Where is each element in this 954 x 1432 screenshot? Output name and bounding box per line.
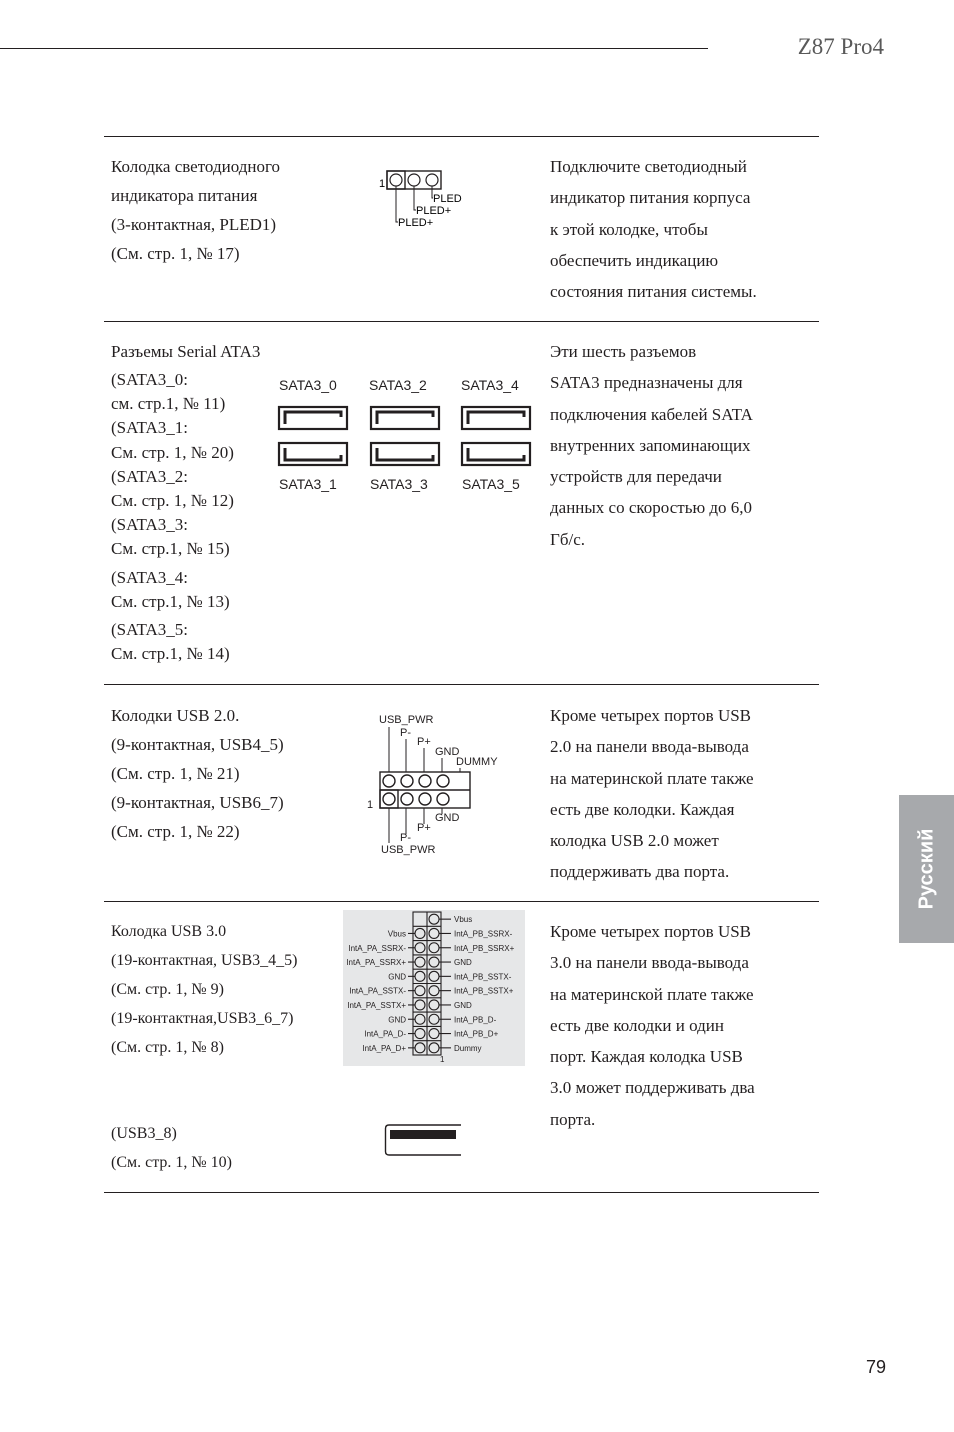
sata3-5-connector — [462, 443, 530, 465]
pled-plus-label: PLED+ — [398, 217, 434, 229]
sata-ref-list: (SATA3_0: см. стр.1, № 11) (SATA3_1: См. стр. 1, № 20) (SATA3_2: См. стр. 1, № 12) (SATA3_3: См. стр.1, № 15) (SATA3_4: См. стр.1, № 13) (SATA3_5: См. стр.1, № 14) — [111, 370, 234, 664]
pled-plus-label: PLED+ — [416, 205, 452, 217]
sata3-1-label: SATA3_1 — [279, 476, 337, 492]
header-rule — [0, 48, 708, 49]
usb3-pin-label: IntA_PB_SSRX+ — [454, 943, 515, 953]
pin1-label: 1 — [367, 799, 374, 811]
section-divider — [104, 1192, 819, 1193]
p-minus-label: P- — [400, 727, 411, 739]
pled-left-text: Колодка светодиодного индикатора питания (3-контактная, PLED1) (См. стр. 1, № 17) — [111, 157, 280, 263]
gnd-label: GND — [435, 812, 460, 824]
language-tab — [899, 795, 954, 943]
sata3-4-connector — [462, 407, 530, 429]
dummy-label: DUMMY — [456, 756, 498, 768]
sata3-5-label: SATA3_5 — [462, 476, 520, 492]
usb3-header-diagram — [343, 910, 525, 1066]
usb3-8-port-diagram — [384, 1123, 464, 1157]
sata3-0-connector — [279, 407, 347, 429]
usb3-pin-label: GND — [388, 972, 406, 982]
usb3-8-text: (USB3_8) (См. стр. 1, № 10) — [111, 1125, 233, 1171]
usb3-pin-label: IntA_PA_SSTX+ — [347, 1000, 406, 1010]
language-tab-label: Русский — [915, 828, 937, 910]
p-plus-label: P+ — [417, 736, 431, 748]
sata3-0-label: SATA3_0 — [279, 377, 337, 393]
usb3-pin-label: IntA_PA_D+ — [362, 1043, 406, 1053]
p-plus-label: P+ — [417, 822, 431, 834]
sata-description: Эти шесть разъемов SATA3 предназначены для подключения кабелей SATA внутренних запоминающих устройств для передачи данных со скоростью до 6,0 Гб/с. — [550, 342, 753, 549]
pled-label: PLED — [433, 193, 462, 205]
sata3-3-label: SATA3_3 — [370, 476, 428, 492]
sata-title: Разъемы Serial ATA3 — [111, 342, 261, 361]
usb3-pin-label: IntA_PB_D- — [454, 1015, 497, 1025]
sata3-3-connector — [371, 443, 439, 465]
gnd-label: GND — [435, 746, 460, 758]
pin1-label: 1 — [440, 1055, 445, 1064]
usb3-pin-label: IntA_PA_SSRX+ — [346, 958, 406, 968]
usb-pwr-label: USB_PWR — [381, 844, 436, 856]
usb3-pin-label: GND — [454, 1000, 472, 1010]
usb3-pin-label: IntA_PA_SSTX- — [349, 986, 406, 996]
section-divider — [104, 136, 819, 137]
usb-pwr-label: USB_PWR — [379, 714, 434, 726]
sata3-4-label: SATA3_4 — [461, 377, 519, 393]
usb3-pin-label: IntA_PA_SSRX- — [348, 943, 406, 953]
usb3-pin-label: IntA_PB_SSTX- — [454, 972, 512, 982]
usb3-pin-label: GND — [454, 958, 472, 968]
section-divider — [104, 901, 819, 902]
usb3-pin-label: IntA_PB_D+ — [454, 1029, 499, 1039]
sata-connectors-diagram — [277, 405, 535, 469]
sata3-2-connector — [371, 407, 439, 429]
usb3-pin-label: IntA_PB_SSTX+ — [454, 986, 514, 996]
usb2-left-text: Колодки USB 2.0. (9-контактная, USB4_5) (См. стр. 1, № 21) (9-контактная, USB6_7) (См. стр. 1, № 22) — [111, 706, 284, 841]
usb3-pin-label: GND — [388, 1015, 406, 1025]
section-divider — [104, 321, 819, 322]
usb3-pin-label: Dummy — [454, 1043, 482, 1053]
usb2-header-diagram — [362, 710, 512, 860]
sata3-2-label: SATA3_2 — [369, 377, 427, 393]
usb3-pin-label: Vbus — [454, 915, 473, 925]
usb3-pin-label: IntA_PB_SSRX- — [454, 929, 513, 939]
model-title: Z87 Pro4 — [797, 34, 884, 59]
pin1-label: 1 — [379, 178, 386, 190]
usb3-left-text: Колодка USB 3.0 (19-контактная, USB3_4_5) (См. стр. 1, № 9) (19-контактная,USB3_6_7) (См. стр. 1, № 8) — [111, 923, 298, 1056]
usb3-pin-label: Vbus — [387, 929, 406, 939]
page-number: 79 — [865, 1357, 886, 1377]
usb2-description: Кроме четырех портов USB 2.0 на панели ввода-вывода на материнской плате также есть две колодки. Каждая колодка USB 2.0 может поддерживать два порта. — [550, 706, 754, 882]
pled-header-diagram — [376, 166, 476, 232]
pled-description: Подключите светодиодный индикатор питания корпуса к этой колодке, чтобы обеспечить индикацию состояния питания системы. — [550, 157, 757, 302]
usb3-pin-label: IntA_PA_D- — [364, 1029, 406, 1039]
usb3-description: Кроме четырех портов USB 3.0 на панели ввода-вывода на материнской плате также есть две колодки и один порт. Каждая колодка USB 3.0 может поддерживать два порта. — [550, 922, 755, 1129]
sata3-1-connector — [279, 443, 347, 465]
section-divider — [104, 684, 819, 685]
p-minus-label: P- — [400, 832, 411, 844]
